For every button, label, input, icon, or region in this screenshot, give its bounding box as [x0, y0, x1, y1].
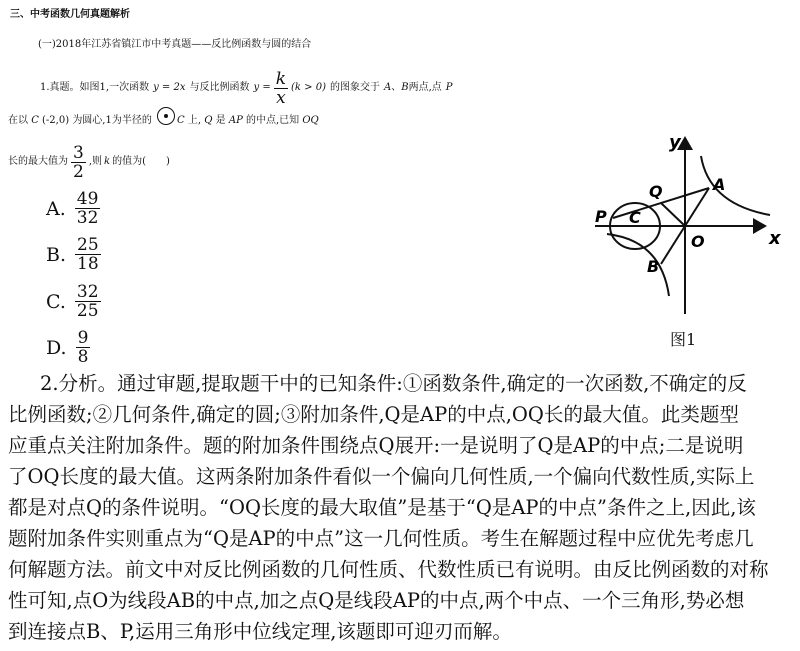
figure-caption: 图1: [670, 330, 697, 349]
problem-text: 是: [215, 115, 226, 126]
circle-symbol-icon: [157, 107, 175, 125]
problem-text: 的中点,已知: [245, 115, 300, 126]
problem-text: 如图1,一次函数: [79, 82, 150, 93]
option-fraction: [75, 190, 101, 227]
separator: 、: [391, 82, 402, 93]
figure-1-diagram: [585, 126, 790, 321]
analysis-line-2: 比例函数;②几何条件,确定的圆;③附加条件,Q是AP的中点,OQ长的最大值。此类题型: [8, 403, 739, 426]
point-c: C: [31, 115, 39, 126]
problem-text: 长的最大值为: [8, 156, 68, 167]
option-a[interactable]: [46, 190, 103, 227]
option-c[interactable]: [46, 283, 104, 320]
problem-text: 与反比例函数: [189, 82, 250, 93]
fraction-k-over-x: [274, 70, 288, 107]
fraction-denominator: 2: [73, 161, 84, 182]
problem-text: 在以: [8, 115, 28, 126]
option-label: D.: [46, 336, 67, 359]
point-p: P: [445, 82, 453, 93]
label-q: Q: [649, 182, 663, 201]
problem-label: 1.真题。: [40, 82, 80, 93]
fraction-numerator: 3: [73, 142, 84, 163]
fraction-max-value: [71, 144, 86, 181]
segment-oq: [661, 203, 685, 226]
circle-name: C: [177, 115, 185, 126]
problem-text: ,则: [88, 156, 103, 167]
option-label: A.: [46, 197, 66, 220]
problem-text: 的值为( ): [112, 156, 170, 167]
label-x: x: [769, 228, 781, 249]
variable-k: k: [104, 156, 111, 167]
analysis-line-6: 题附加条件实则重点为“Q是AP的中点”这一几何性质。考生在解题过程中应优先考虑几: [8, 527, 754, 550]
equation-linear: y = 2x: [153, 82, 186, 93]
analysis-line-7: 何解题方法。前文中对反比例函数的几何性质、代数性质已有说明。由反比例函数的对称: [8, 558, 769, 581]
label-b: B: [647, 257, 660, 276]
section-heading: 三、中考函数几何真题解析: [10, 9, 130, 20]
fraction-numerator: 25: [77, 235, 99, 255]
fraction-denominator: 25: [76, 301, 99, 321]
problem-text: 上,: [187, 115, 202, 126]
problem-text: 为圆心,1为半径的: [72, 115, 152, 126]
label-p: P: [595, 207, 607, 226]
fraction-numerator: 9: [77, 328, 89, 348]
option-b[interactable]: [46, 236, 104, 273]
point-a: A: [383, 82, 392, 93]
problem-text: 的图象交于: [329, 82, 380, 93]
problem-text: 两点,点: [408, 82, 442, 93]
problem-line-1: [40, 66, 800, 110]
option-label: B.: [46, 243, 67, 266]
option-d[interactable]: [46, 329, 93, 366]
option-fraction: [76, 329, 91, 366]
fraction-numerator: 32: [76, 282, 99, 302]
option-fraction: [75, 236, 101, 273]
option-fraction: [75, 283, 101, 320]
fraction-denominator: x: [276, 87, 286, 108]
segment-ap: AP: [228, 115, 243, 126]
point-b: B: [401, 82, 409, 93]
fraction-denominator: 8: [77, 347, 89, 367]
hyperbola-branch-2: [607, 234, 669, 296]
analysis-line-4: 了OQ长度的最大值。这两条附加条件看似一个偏向几何性质,一个偏向代数性质,实际上: [8, 465, 755, 488]
label-o: O: [691, 232, 705, 251]
analysis-line-5: 都是对点Q的条件说明。“OQ长度的最大取值”是基于“Q是AP的中点”条件之上,因此,该: [8, 496, 756, 519]
hyperbola-branch-1: [701, 156, 770, 215]
subheading: (一)2018年江苏省镇江市中考真题——反比例函数与圆的结合: [38, 39, 312, 50]
label-y: y: [669, 132, 681, 153]
equation-inverse-lhs: y =: [253, 82, 271, 93]
point-q: Q: [204, 115, 213, 126]
label-a: A: [713, 175, 726, 194]
fraction-denominator: 18: [77, 254, 99, 274]
segment-oq: OQ: [302, 115, 319, 126]
analysis-line-8: 性可知,点O为线段AB的中点,加之点Q是线段AP的中点,两个中点、一个三角形,势必想: [8, 589, 745, 612]
fraction-numerator: 49: [76, 189, 99, 209]
analysis-line-3: 应重点关注附加条件。题的附加条件围绕点Q展开:一是说明了Q是AP的中点;二是说明: [8, 434, 744, 457]
fraction-denominator: 32: [76, 208, 99, 228]
option-label: C.: [46, 290, 66, 313]
equation-condition: (k > 0): [291, 82, 326, 93]
analysis-line-1: 2.分析。通过审题,提取题干中的已知条件:①函数条件,确定的一次函数,不确定的反: [40, 372, 747, 395]
coordinate-c: (-2,0): [42, 115, 70, 126]
label-c: C: [629, 208, 641, 227]
analysis-line-9: 到连接点B、P,运用三角形中位线定理,该题即可迎刃而解。: [8, 620, 512, 643]
fraction-numerator: k: [275, 68, 287, 89]
